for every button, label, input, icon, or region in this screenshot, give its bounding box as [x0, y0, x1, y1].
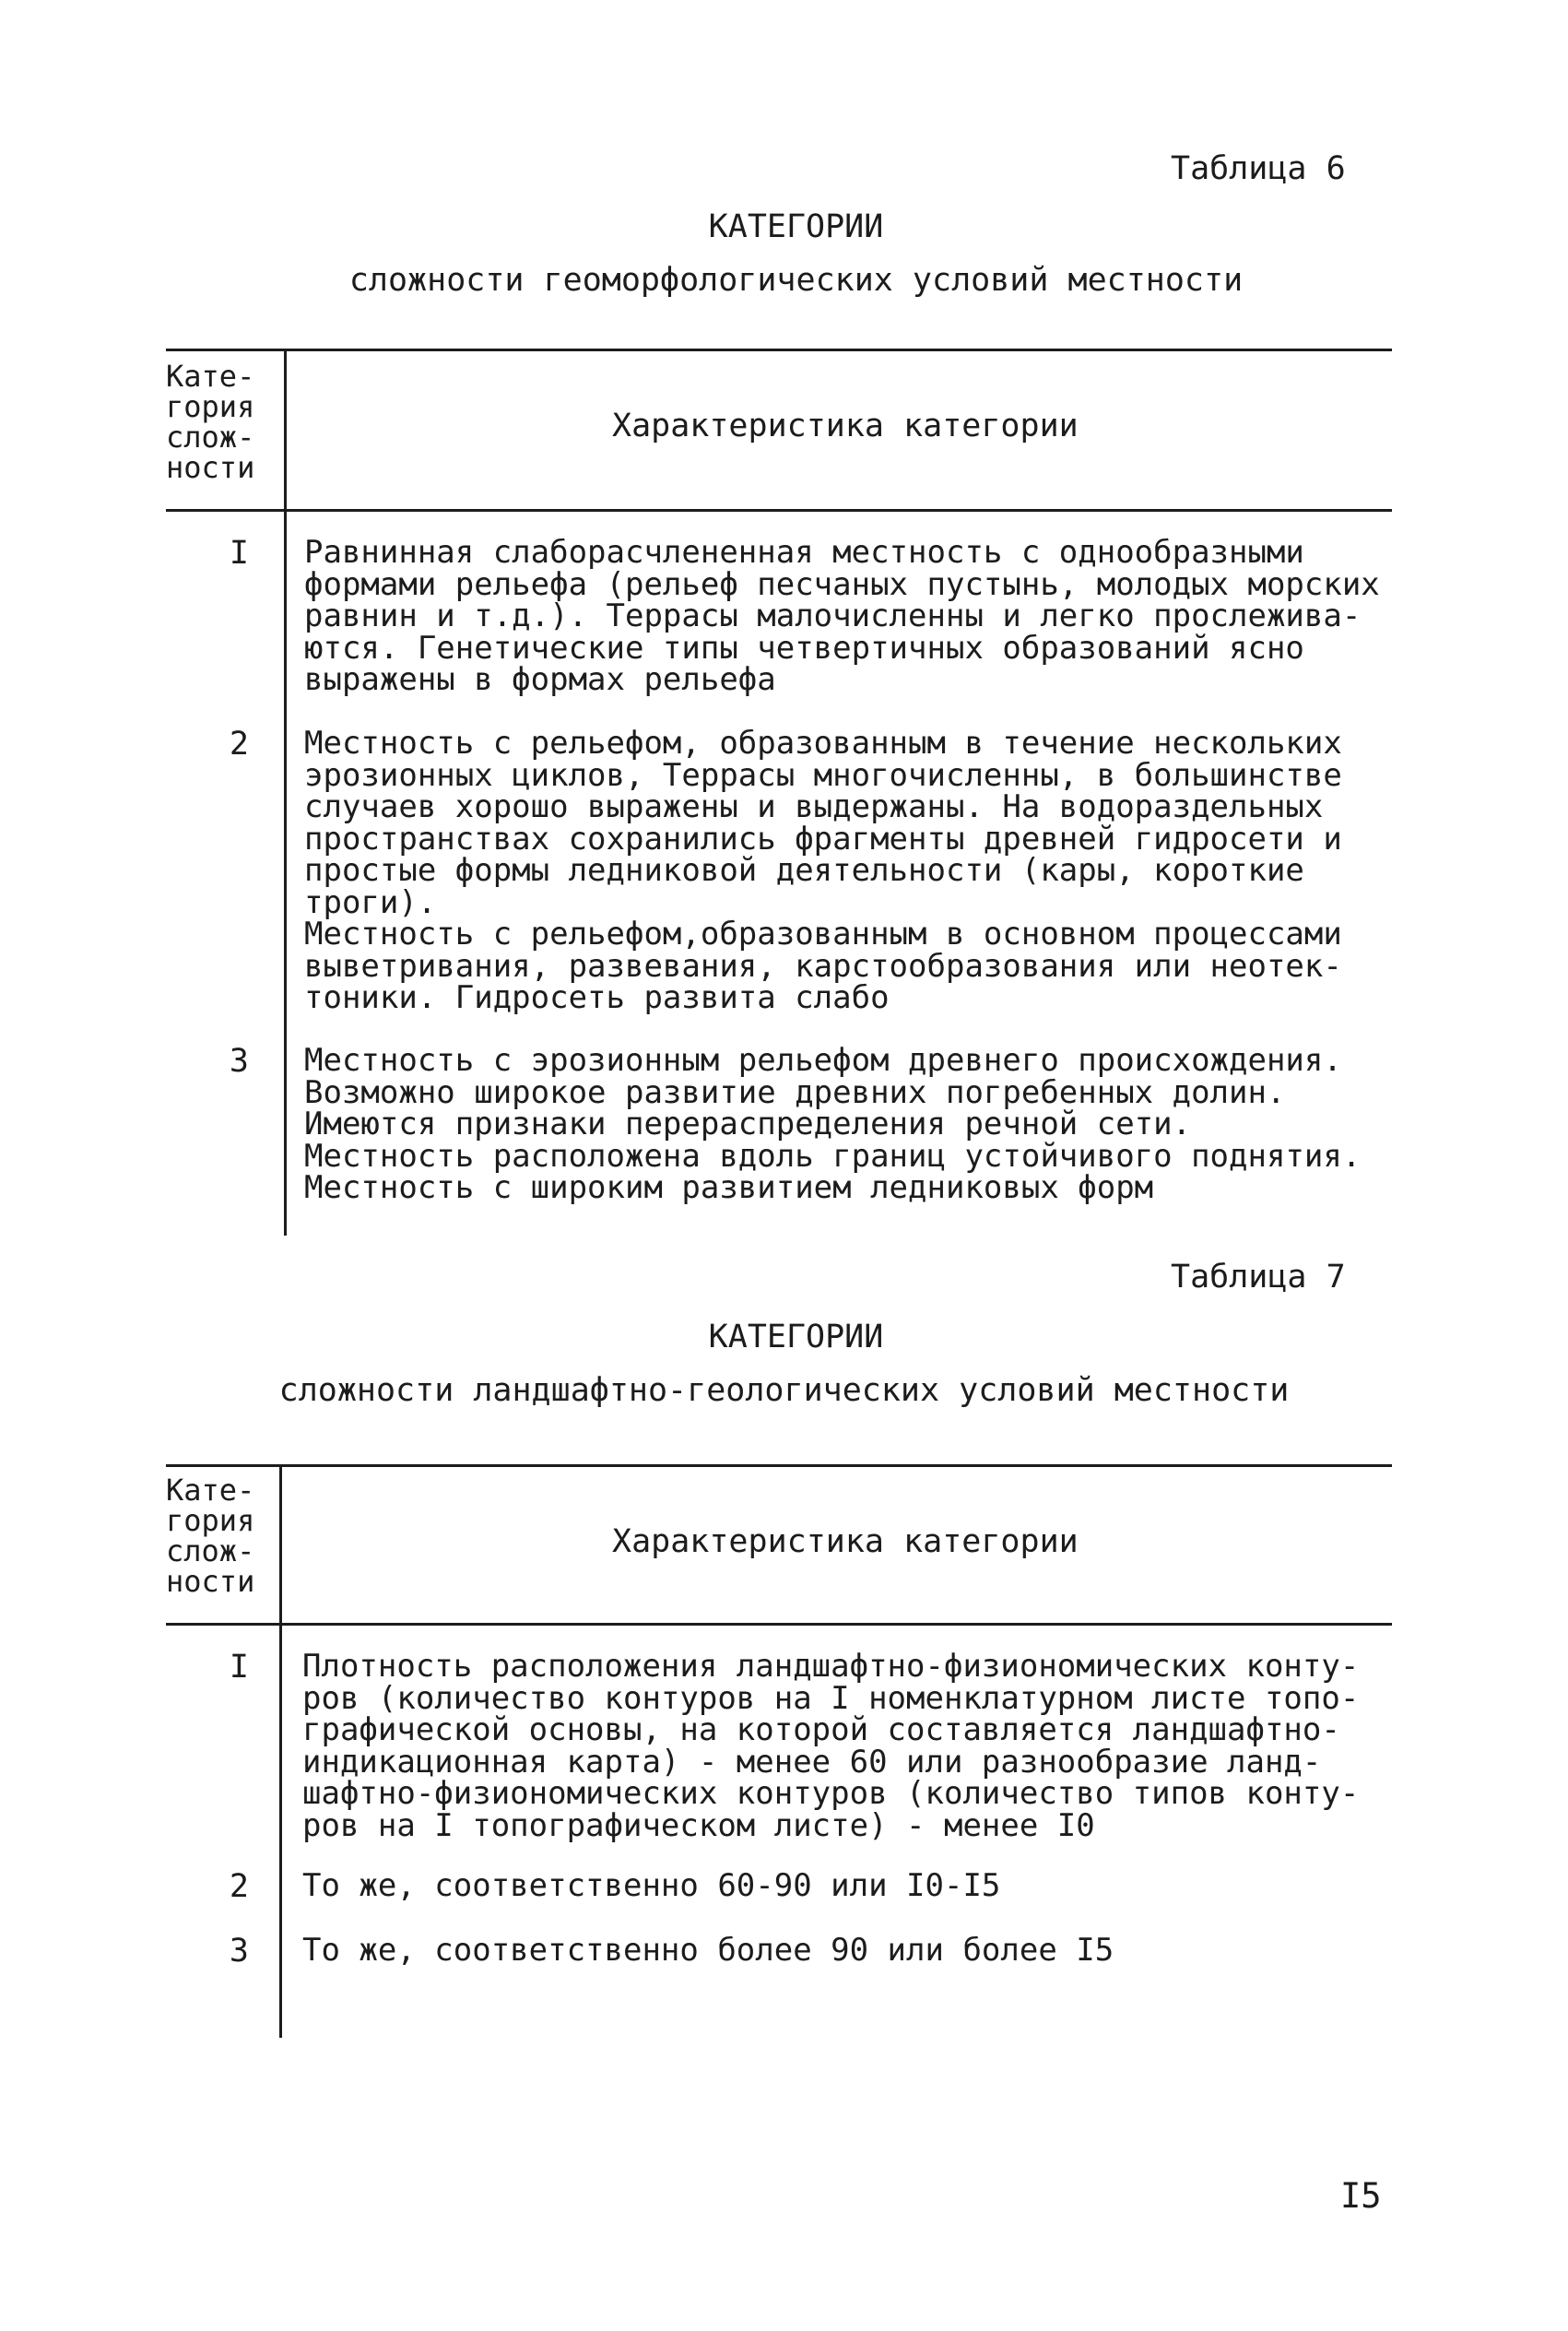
table7-row-description: То же, соответственно более 90 или более I5 — [302, 1932, 1114, 1969]
table6-top-rule — [166, 349, 1392, 351]
table6-header-rule — [166, 509, 1392, 512]
table7-heading: КАТЕГОРИИ — [708, 1319, 884, 1355]
table6-row-number: 2 — [229, 726, 249, 763]
table7-row-number: 2 — [229, 1868, 249, 1905]
table7-col-characteristic-header: Характеристика категории — [612, 1523, 1079, 1560]
table7-header-rule — [166, 1623, 1392, 1626]
table6-row-description: Равнинная слаборасчлененная местность с однообразными формами рельефа (рельеф песчаных пустынь, молодых морских равнин и т.д.). Террасы малочисленны и легко прослежива- ются. Генетические типы четвертичных образований ясно выражены в формах рельефа — [304, 534, 1380, 698]
table7-row-description: То же, соответственно 60-90 или I0-I5 — [302, 1867, 1001, 1904]
table6-col-category-header: Кате- гория слож- ности — [166, 359, 255, 485]
table6-row-number: 3 — [229, 1043, 249, 1080]
table6-row-number: I — [229, 535, 249, 572]
table7-col-category-header: Кате- гория слож- ности — [166, 1473, 255, 1599]
table6-row-description: Местность с эрозионным рельефом древнего происхождения. Возможно широкое развитие древних погребенных долин. Имеются признаки перераспределения речной сети. Местность расположена вдоль границ устойчивого поднятия. Местность с широким развитием ледниковых форм — [304, 1042, 1362, 1206]
table6-column-divider — [284, 350, 287, 1236]
table7-row-description: Плотность расположения ландшафтно-физиономических конту- ров (количество контуров на I номенклатурном листе топо- графической основы, на которой составляется ландшафтно- индикационная карта) - менее 60 или разнообразие ланд- шафтно-физиономических контуров (количество типов конту- ров на I топографическом листе) - менее I0 — [302, 1648, 1360, 1844]
table7-row-number: I — [229, 1649, 249, 1686]
table7-subtitle: сложности ландшафтно-геологических условий местности — [278, 1372, 1290, 1409]
table6-label: Таблица 6 — [1171, 150, 1346, 187]
table6-subtitle: сложности геоморфологических условий местности — [348, 262, 1244, 299]
table6-row-description: Местность с рельефом, образованным в течение нескольких эрозионных циклов, Террасы многочисленны, в большинстве случаев хорошо выражены и выдержаны. На водораздельных пространствах сохранились фрагменты древней гидросети и простые формы ледниковой деятельности (кары, короткие троги). Местность с рельефом,образованным в основном процессами выветривания, развевания, карстообразования или неотек- тоники. Гидросеть развита слабо — [304, 725, 1342, 1016]
page-number: I5 — [1340, 2176, 1382, 2216]
table7-column-divider — [279, 1466, 282, 2038]
table7-row-number: 3 — [229, 1933, 249, 1970]
table7-label: Таблица 7 — [1171, 1259, 1346, 1296]
table6-heading: КАТЕГОРИИ — [708, 208, 884, 245]
table6-col-characteristic-header: Характеристика категории — [612, 408, 1079, 444]
table7-top-rule — [166, 1464, 1392, 1467]
